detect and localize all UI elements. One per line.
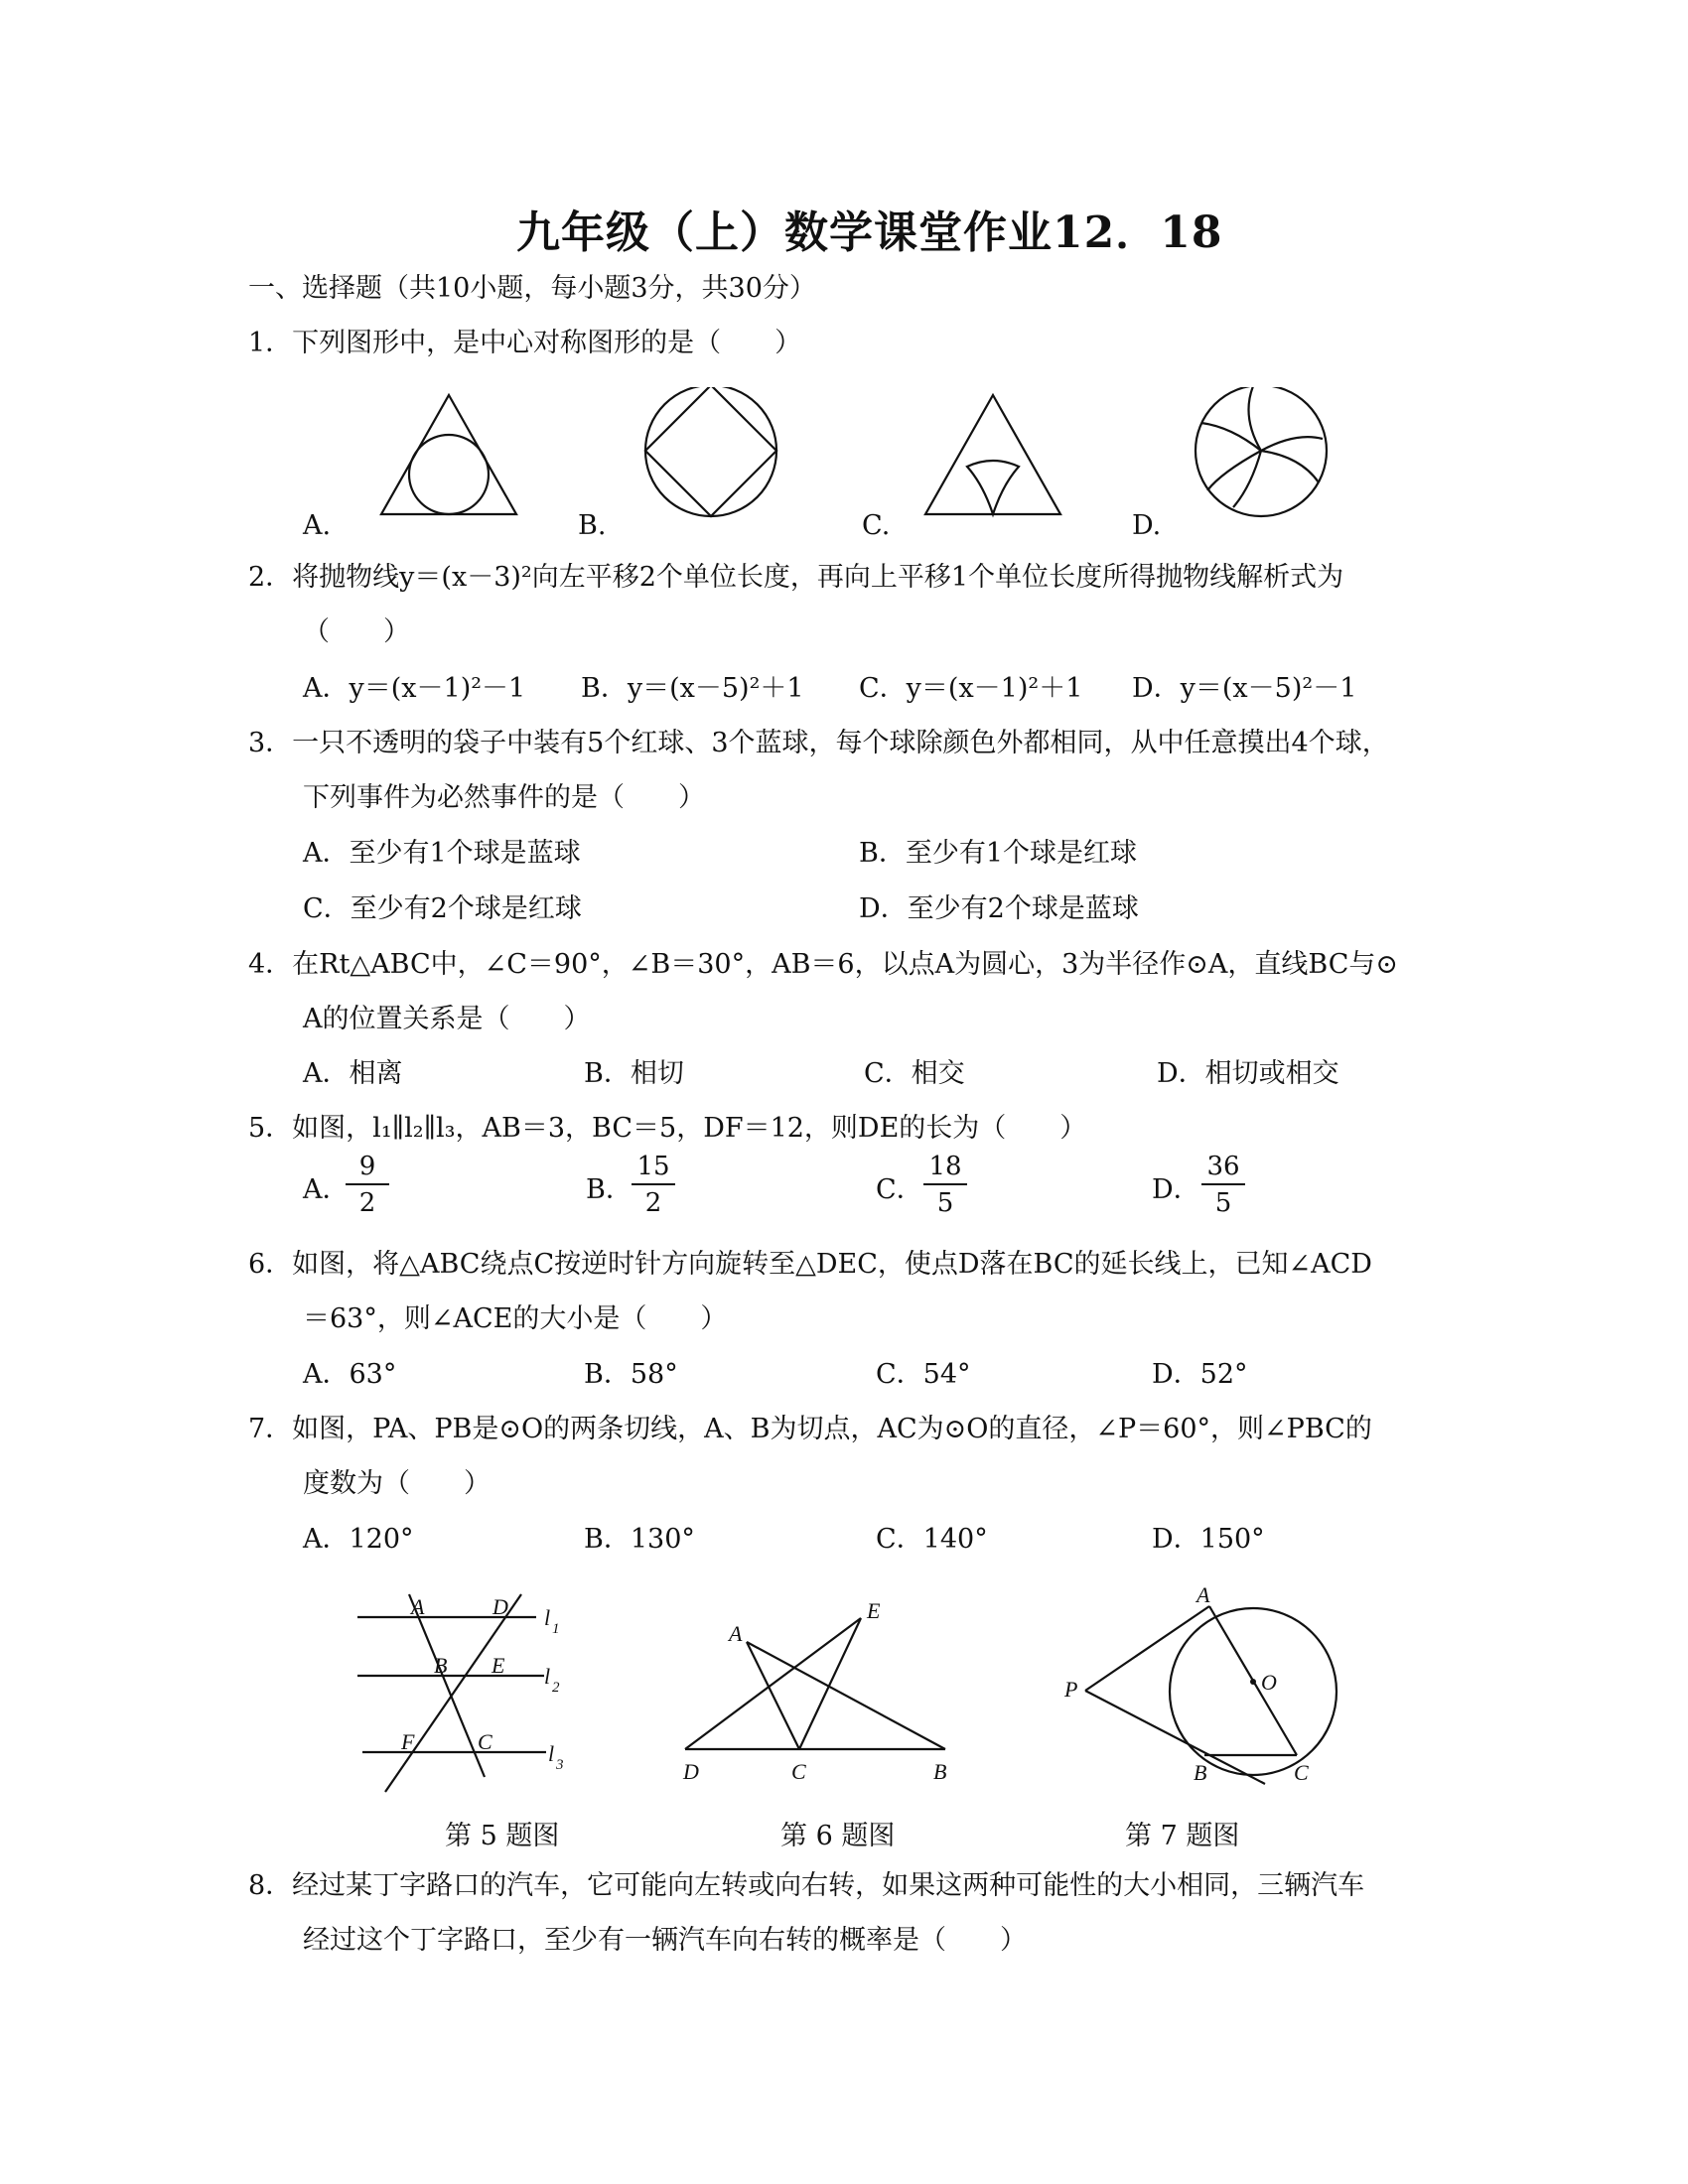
fig5-label-e: E <box>492 1653 505 1678</box>
q6-option-b[interactable]: B．58° <box>584 1359 678 1390</box>
question-7-line-1: 7．如图，PA、PB是⊙O的两条切线，A、B为切点，AC为⊙O的直径，∠P＝60°，则∠PBC的 <box>248 1414 1372 1444</box>
question-4-line-2: A的位置关系是（ ） <box>303 1004 591 1034</box>
fig5-label-l3: l <box>548 1741 555 1766</box>
section-heading: 一、选择题（共10小题，每小题3分，共30分） <box>248 273 816 304</box>
fig5-subscript-1: 1 <box>552 1621 560 1637</box>
q2-option-d[interactable]: D．y＝(x－5)²－1 <box>1132 673 1357 704</box>
q6-option-c[interactable]: C．54° <box>876 1359 971 1390</box>
fig5-label-f: F <box>401 1729 415 1754</box>
figure-6-caption: 第 6 题图 <box>780 1821 896 1851</box>
q1-option-a[interactable]: A. <box>303 510 332 541</box>
fig7-label-o: O <box>1261 1670 1277 1695</box>
q4-option-b[interactable]: B．相切 <box>584 1058 684 1089</box>
figure-c-triangle-arcs <box>925 395 1060 514</box>
question-2-line-2: （ ） <box>303 616 410 647</box>
q4-option-d[interactable]: D．相切或相交 <box>1157 1058 1339 1089</box>
figure-a-triangle-incircle <box>381 395 516 514</box>
fig5-label-d: D <box>492 1594 508 1619</box>
figure-b-circle-square <box>645 387 776 516</box>
fig6-label-c: C <box>791 1759 806 1784</box>
fig7-label-p: P <box>1064 1677 1078 1702</box>
q6-option-a[interactable]: A．63° <box>303 1359 397 1390</box>
q7-option-a[interactable]: A．120° <box>303 1524 414 1555</box>
fig5-label-a: A <box>411 1594 425 1619</box>
question-1-figures <box>367 387 1360 526</box>
fig6-label-a: A <box>729 1621 743 1646</box>
q1-option-d[interactable]: D. <box>1132 510 1162 541</box>
fraction-denominator: 5 <box>936 1188 954 1218</box>
fraction-numerator: 18 <box>923 1152 967 1185</box>
fig5-label-c: C <box>478 1729 492 1754</box>
q5-option-b-letter[interactable]: B． <box>586 1174 633 1205</box>
q5-option-c-fraction <box>923 1152 967 1219</box>
q7-option-b[interactable]: B．130° <box>584 1524 695 1555</box>
figure-d-circle-petals <box>1196 387 1327 516</box>
q7-option-d[interactable]: D．150° <box>1152 1524 1265 1555</box>
question-2-line-1: 2．将抛物线y＝(x－3)²向左平移2个单位长度，再向上平移1个单位长度所得抛物线解析式为 <box>248 562 1344 593</box>
figure-6-rotated-triangles <box>685 1618 945 1749</box>
fig7-label-a: A <box>1196 1582 1210 1607</box>
figure-7-circle-tangents <box>1085 1606 1336 1784</box>
fraction-numerator: 15 <box>632 1152 675 1185</box>
question-4-line-1: 4．在Rt△ABC中，∠C＝90°，∠B＝30°，AB＝6，以点A为圆心，3为半径作⊙A，直线BC与⊙ <box>248 949 1399 980</box>
q5-option-a-fraction <box>346 1152 389 1219</box>
q5-option-c-letter[interactable]: C． <box>876 1174 923 1205</box>
fig5-label-b: B <box>434 1653 448 1678</box>
q3-option-b[interactable]: B．至少有1个球是红球 <box>859 838 1138 869</box>
fraction-numerator: 36 <box>1201 1152 1245 1185</box>
fig7-label-c: C <box>1294 1760 1309 1785</box>
fraction-denominator: 2 <box>358 1188 376 1218</box>
fraction-numerator: 9 <box>346 1152 389 1185</box>
q4-option-a[interactable]: A．相离 <box>303 1058 403 1089</box>
q2-option-b[interactable]: B．y＝(x－5)²＋1 <box>581 673 804 704</box>
question-1-stem: 1．下列图形中，是中心对称图形的是（ ） <box>248 328 802 358</box>
figure-5-caption: 第 5 题图 <box>445 1821 560 1851</box>
question-6-line-1: 6．如图，将△ABC绕点C按逆时针方向旋转至△DEC，使点D落在BC的延长线上，已知∠ACD <box>248 1249 1372 1280</box>
figure-7-caption: 第 7 题图 <box>1125 1821 1240 1851</box>
fig7-label-b: B <box>1194 1760 1207 1785</box>
fig5-label-l2: l <box>544 1664 551 1689</box>
q7-option-c[interactable]: C．140° <box>876 1524 988 1555</box>
fig6-label-b: B <box>933 1759 947 1784</box>
fig6-label-d: D <box>683 1759 699 1784</box>
page-title: 九年级（上）数学课堂作业12．18 <box>516 207 1223 258</box>
q3-option-a[interactable]: A．至少有1个球是蓝球 <box>303 838 581 869</box>
fraction-denominator: 2 <box>644 1188 662 1218</box>
q5-option-b-fraction <box>632 1152 675 1219</box>
q2-option-c[interactable]: C．y＝(x－1)²＋1 <box>859 673 1083 704</box>
fig6-label-e: E <box>867 1598 881 1623</box>
fig5-label-l1: l <box>544 1605 551 1630</box>
question-5-stem: 5．如图，l₁∥l₂∥l₃，AB＝3，BC＝5，DF＝12，则DE的长为（ ） <box>248 1113 1087 1144</box>
q1-option-b[interactable]: B. <box>578 510 607 541</box>
question-8-line-1: 8．经过某丁字路口的汽车，它可能向左转或向右转，如果这两种可能性的大小相同，三辆汽车 <box>248 1870 1365 1901</box>
question-figures <box>0 1578 1688 1817</box>
question-3-line-1: 3．一只不透明的袋子中装有5个红球、3个蓝球，每个球除颜色外都相同，从中任意摸出4个球， <box>248 728 1389 758</box>
q1-option-c[interactable]: C. <box>862 510 891 541</box>
fraction-denominator: 5 <box>1214 1188 1232 1218</box>
question-8-line-2: 经过这个丁字路口，至少有一辆汽车向右转的概率是（ ） <box>303 1925 1027 1956</box>
question-3-line-2: 下列事件为必然事件的是（ ） <box>303 782 705 813</box>
fig7-center-point <box>1250 1679 1256 1685</box>
q2-option-a[interactable]: A．y＝(x－1)²－1 <box>303 673 526 704</box>
question-7-line-2: 度数为（ ） <box>303 1468 491 1499</box>
q3-option-c[interactable]: C．至少有2个球是红球 <box>303 893 582 924</box>
q4-option-c[interactable]: C．相交 <box>864 1058 965 1089</box>
q5-option-d-letter[interactable]: D． <box>1152 1174 1200 1205</box>
q6-option-d[interactable]: D．52° <box>1152 1359 1248 1390</box>
q5-option-d-fraction <box>1201 1152 1245 1219</box>
fig5-subscript-3: 3 <box>556 1757 564 1773</box>
question-6-line-2: ＝63°，则∠ACE的大小是（ ） <box>303 1303 728 1334</box>
fig5-subscript-2: 2 <box>552 1680 560 1696</box>
q3-option-d[interactable]: D．至少有2个球是蓝球 <box>859 893 1139 924</box>
figure-5-parallel-lines <box>357 1594 546 1792</box>
q5-option-a-letter[interactable]: A． <box>303 1174 350 1205</box>
